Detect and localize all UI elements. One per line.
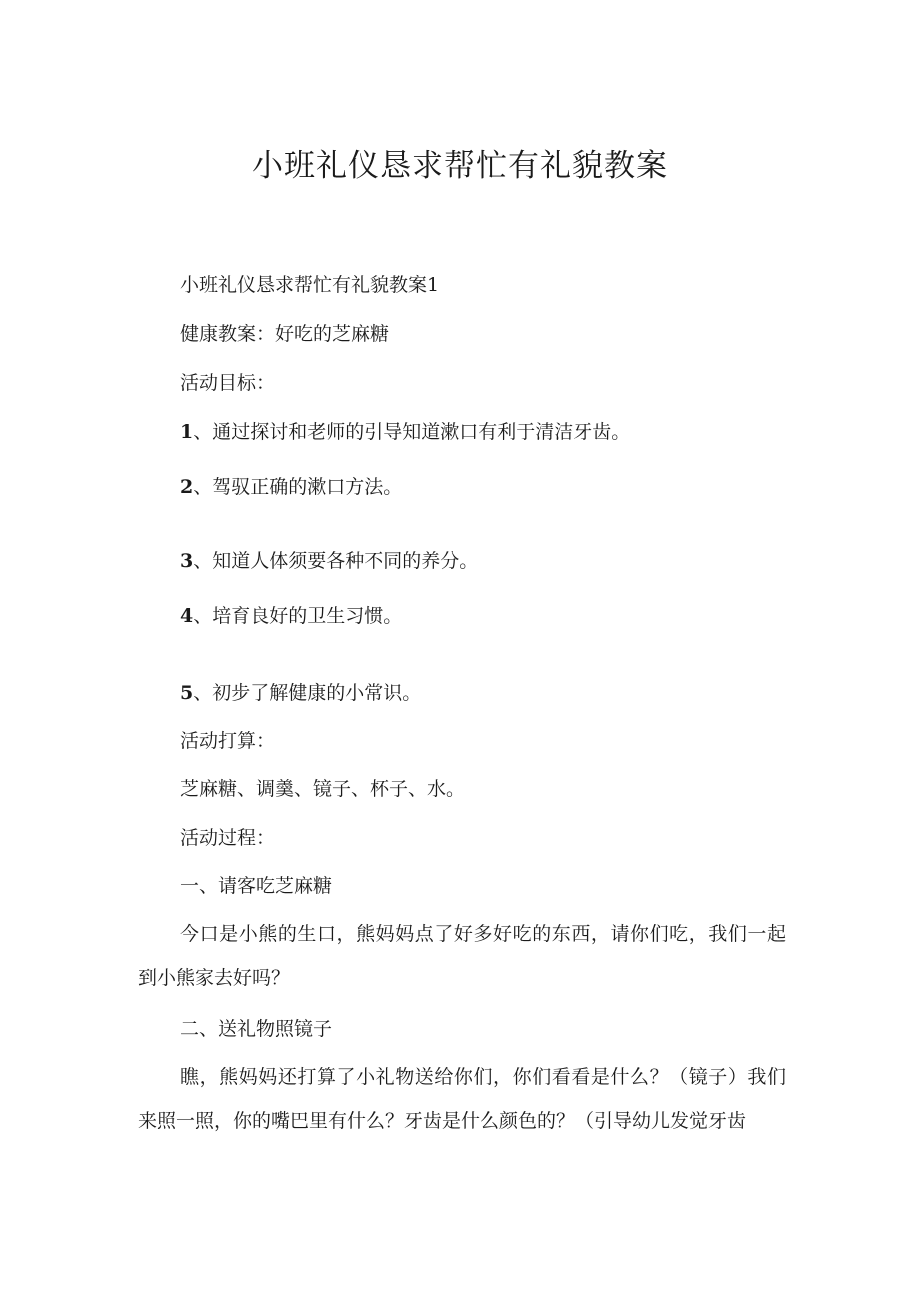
lesson-subject: 健康教案：好吃的芝麻糖	[180, 323, 390, 345]
goal-text: 、驾驭正确的漱口方法。	[193, 476, 403, 498]
goal-number: 2	[180, 476, 194, 498]
step-heading: 二、送礼物照镜子	[180, 1018, 333, 1040]
goal-text: 、培育良好的卫生习惯。	[193, 605, 403, 627]
goals-label: 活动目标：	[180, 372, 276, 394]
goal-text: 、知道人体须要各种不同的养分。	[193, 550, 479, 572]
goal-item	[180, 604, 402, 628]
goal-item	[180, 420, 630, 444]
goal-number: 1	[180, 421, 194, 443]
prep-label: 活动打算：	[180, 730, 276, 752]
prep-materials: 芝麻糖、调羹、镜子、杯子、水。	[180, 778, 466, 800]
step-paragraph: 瞧，熊妈妈还打算了小礼物送给你们，你们看看是什么？（镜子）我们来照一照，你的嘴巴里有什么？牙齿是什么颜色的？（引导幼儿发觉牙齿	[138, 1066, 786, 1132]
goal-number: 4	[180, 605, 194, 627]
section-heading: 小班礼仪恳求帮忙有礼貌教案1	[180, 274, 440, 296]
process-label: 活动过程：	[180, 827, 276, 849]
goal-item	[180, 681, 421, 705]
goal-text: 、通过探讨和老师的引导知道漱口有利于清洁牙齿。	[193, 421, 631, 443]
document-title: 小班礼仪恳求帮忙有礼貌教案	[252, 148, 668, 184]
goal-text: 、初步了解健康的小常识。	[193, 682, 422, 704]
goal-item	[180, 475, 402, 499]
step-paragraph: 今口是小熊的生口，熊妈妈点了好多好吃的东西，请你们吃，我们一起到小熊家去好吗？	[138, 923, 786, 989]
step-heading: 一、请客吃芝麻糖	[180, 875, 333, 897]
goal-item	[180, 549, 478, 573]
goal-number: 3	[180, 550, 194, 572]
goal-number: 5	[180, 682, 194, 704]
